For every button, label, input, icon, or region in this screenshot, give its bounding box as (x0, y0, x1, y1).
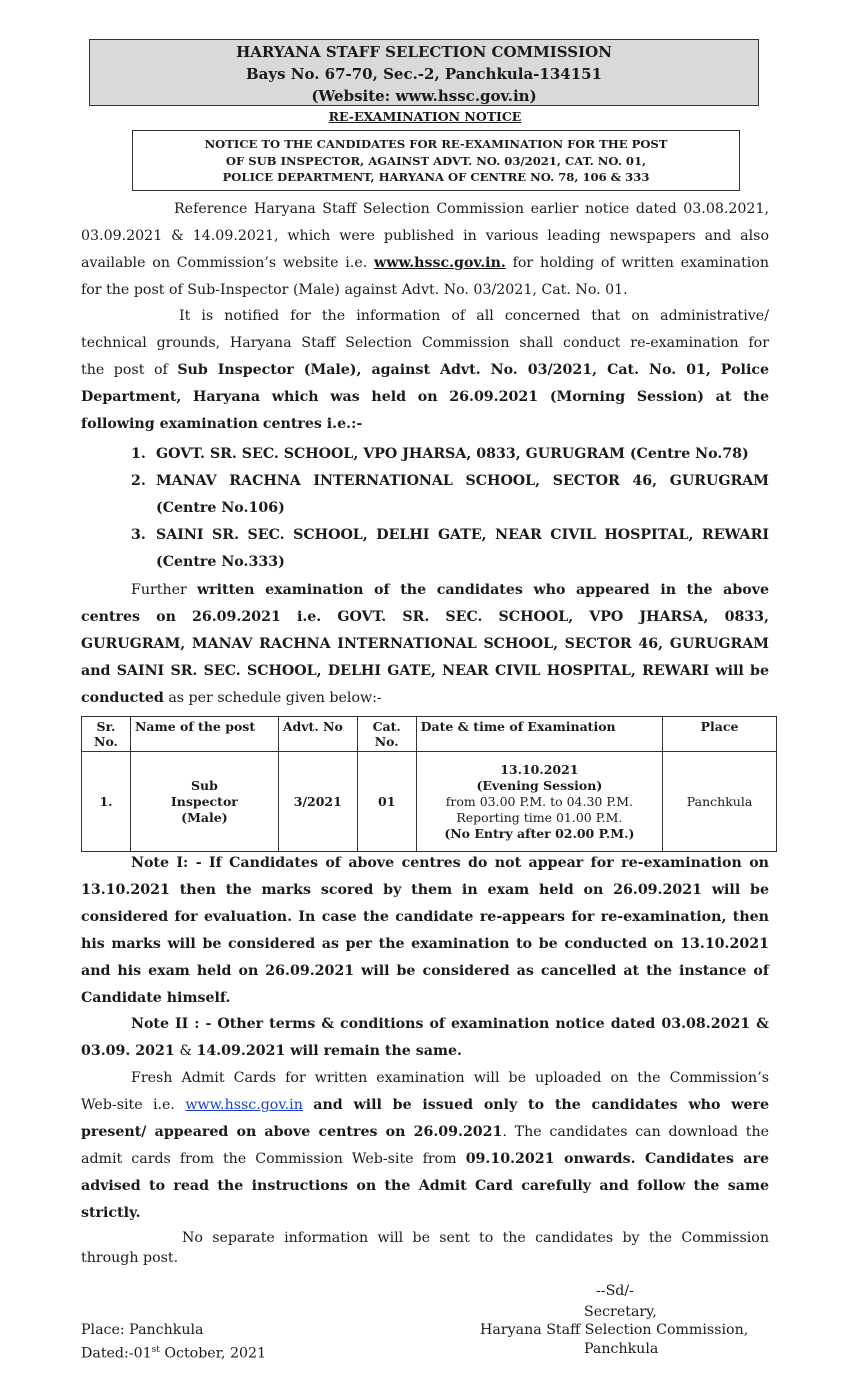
cell-cat: 01 (357, 752, 416, 852)
admit-card-paragraph: Fresh Admit Cards for written examination will be uploaded on the Commission’s Web-site i.e. www.hssc.gov.in and will be issued only to the candidates who were present/ appeared on above centres on 26.09.2021. The candidates can download the admit cards from the Commission Web-site from 09.10.2021 onwards. Candidates are advised to read the instructions on the Admit Card carefully and follow the same strictly. (81, 1070, 770, 1221)
para-line: 03.09.2021 & 14.09.2021, which were published in various leading newspapers and also (81, 228, 769, 244)
col-place: Place (663, 717, 777, 752)
subject-line: OF SUB INSPECTOR, AGAINST ADVT. NO. 03/2021, CAT. NO. 01, (225, 153, 647, 168)
signature-city: Panchkula (584, 1341, 659, 1357)
table-row (82, 752, 777, 852)
signature-sd: --Sd/- (596, 1283, 634, 1299)
col-date: Date & time of Examination (416, 717, 662, 752)
dated-text: Dated:-01st October, 2021 (81, 1345, 267, 1362)
para-line: following examination centres i.e.:- (81, 416, 363, 432)
col-cat: Cat. No. (357, 717, 416, 752)
commission-address: Bays No. 67-70, Sec.-2, Panchkula-134151 (245, 65, 603, 83)
place-text: Place: Panchkula (81, 1322, 204, 1338)
list-item: 3. SAINI SR. SEC. SCHOOL, DELHI GATE, NEAR CIVIL HOSPITAL, REWARI (Centre No.333) (131, 527, 769, 570)
col-advt: Advt. No (278, 717, 357, 752)
commission-name: HARYANA STAFF SELECTION COMMISSION (236, 43, 612, 61)
para-line: It is notified for the information of all concerned that on administrative/ (179, 308, 769, 324)
para-line: the post of Sub Inspector (Male), against Advt. No. 03/2021, Cat. No. 01, Police (81, 362, 769, 378)
note-2: Note II : - Other terms & conditions of examination notice dated 03.08.2021 & 03.09. 2021 & 14.09.2021 will remain the same. (81, 1016, 769, 1059)
commission-website: (Website: www.hssc.gov.in) (311, 87, 537, 105)
para-line: available on Commission’s website i.e. www.hssc.gov.in. for holding of written examination (81, 255, 769, 271)
notification-paragraph (81, 303, 769, 438)
cell-date: 13.10.2021 (Evening Session) from 03.00 P.M. to 04.30 P.M. Reporting time 01.00 P.M. (No Entry after 02.00 P.M.) (416, 752, 662, 852)
para-line: Further written examination of the candidates who appeared in the above (131, 582, 769, 598)
reference-paragraph (81, 196, 769, 304)
para-line: GURUGRAM, MANAV RACHNA INTERNATIONAL SCHOOL, SECTOR 46, GURUGRAM (81, 636, 769, 652)
closing-paragraph: No separate information will be sent to the candidates by the Commission through post. (81, 1230, 769, 1266)
para-line: technical grounds, Haryana Staff Selection Commission shall conduct re-examination for (81, 335, 769, 351)
cell-sr: 1. (82, 752, 131, 852)
subject-line: POLICE DEPARTMENT, HARYANA OF CENTRE NO. 78, 106 & 333 (222, 170, 650, 184)
para-line: and SAINI SR. SEC. SCHOOL, DELHI GATE, NEAR CIVIL HOSPITAL, REWARI will be (81, 663, 769, 679)
header-box (89, 39, 759, 106)
schedule-paragraph (81, 577, 769, 712)
signature-org: Haryana Staff Selection Commission, (480, 1322, 749, 1338)
para-line: conducted as per schedule given below:- (81, 690, 382, 706)
subject-box (132, 130, 740, 191)
website-link[interactable]: www.hssc.gov.in. (374, 255, 506, 271)
cell-place: Panchkula (663, 752, 777, 852)
list-item: 1. GOVT. SR. SEC. SCHOOL, VPO JHARSA, 0833, GURUGRAM (Centre No.78) (131, 446, 749, 462)
place-date (81, 1320, 266, 1364)
website-link[interactable]: www.hssc.gov.in (185, 1097, 303, 1113)
list-item: 2. MANAV RACHNA INTERNATIONAL SCHOOL, SECTOR 46, GURUGRAM (Centre No.106) (131, 473, 769, 516)
signature-title: Secretary, (584, 1304, 657, 1320)
notice-title: RE-EXAMINATION NOTICE (328, 109, 522, 124)
subject-line: NOTICE TO THE CANDIDATES FOR RE-EXAMINATION FOR THE POST (204, 137, 668, 151)
para-line: for the post of Sub-Inspector (Male) against Advt. No. 03/2021, Cat. No. 01. (81, 282, 628, 298)
col-post: Name of the post (130, 717, 278, 752)
centres-list (131, 441, 769, 576)
para-line: Reference Haryana Staff Selection Commission earlier notice dated 03.08.2021, (174, 201, 769, 217)
para-line: Department, Haryana which was held on 26.09.2021 (Morning Session) at the (81, 389, 769, 405)
note-1: Note I: - If Candidates of above centres do not appear for re-examination on 13.10.2021 then the marks scored by them in exam held on 26.09.2021 will be considered for evaluation. In case the candidate re-appears for re-examination, then his marks will be considered as per the examination to be conducted on 13.10.2021 and his exam held on 26.09.2021 will be considered as cancelled at the instance of Candidate himself. (81, 855, 769, 1006)
table-header-row (82, 717, 777, 752)
schedule-table (81, 716, 777, 852)
col-sr: Sr. No. (82, 717, 131, 752)
cell-post: Sub Inspector (Male) (130, 752, 278, 852)
cell-advt: 3/2021 (278, 752, 357, 852)
para-line: centres on 26.09.2021 i.e. GOVT. SR. SEC. SCHOOL, VPO JHARSA, 0833, (81, 609, 769, 625)
